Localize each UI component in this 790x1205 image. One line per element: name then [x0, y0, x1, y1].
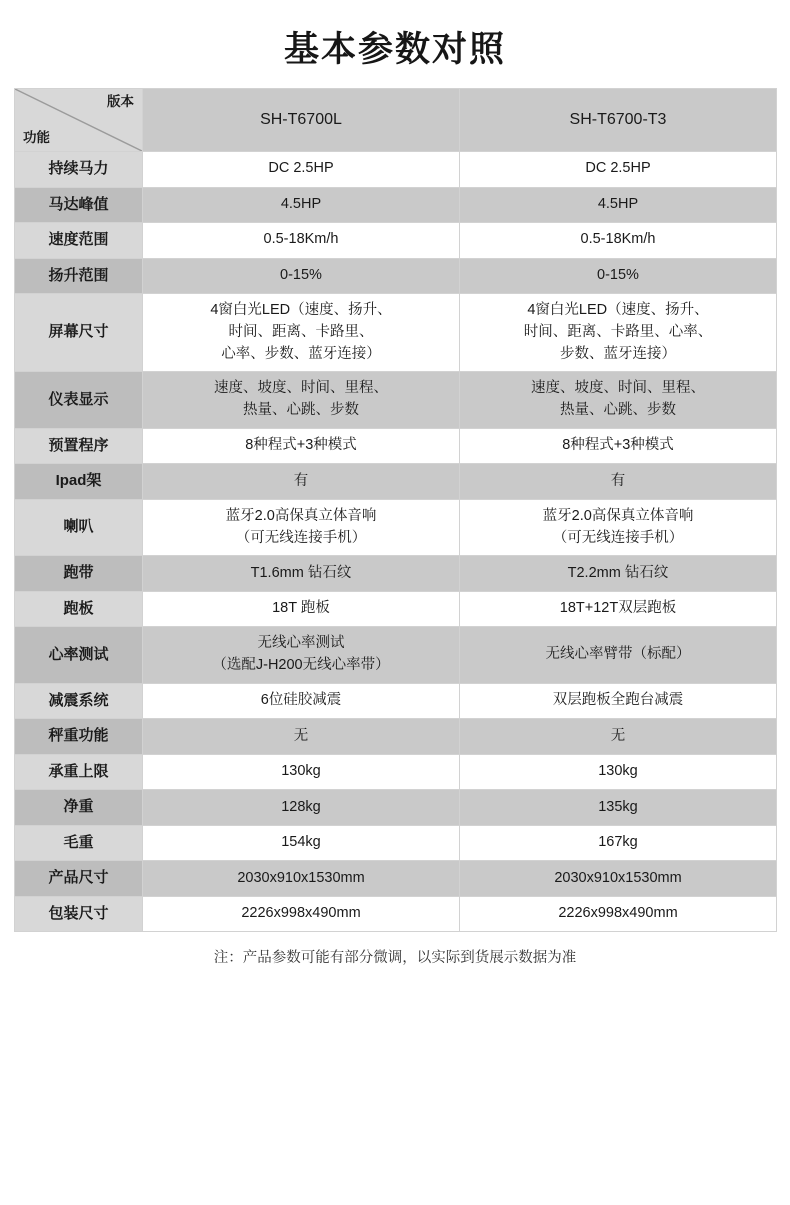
value-cell-a: [143, 258, 460, 294]
value-cell-a: [143, 627, 460, 684]
value-line: 4窗白光LED（速度、扬升、: [527, 302, 709, 318]
spec-table-body: [15, 89, 777, 932]
table-row: [15, 719, 777, 755]
value-cell-a: [143, 556, 460, 592]
value-cell-a: [143, 428, 460, 464]
value-line: T2.2mm 钻石纹: [567, 564, 669, 581]
table-row: [15, 294, 777, 372]
value-line: 18T+12T双层跑板: [559, 600, 677, 617]
feature-cell: 秤重功能: [15, 719, 143, 755]
feature-cell: 速度范围: [15, 223, 143, 259]
table-row: [15, 258, 777, 294]
table-row: [15, 790, 777, 826]
value-cell-a: [143, 152, 460, 188]
value-cell-b: [460, 428, 777, 464]
value-cell-a: [143, 591, 460, 627]
value-cell-b: [460, 790, 777, 826]
value-cell-a: [143, 825, 460, 861]
value-line: 心率、步数、蓝牙连接）: [221, 345, 381, 362]
value-line: 4.5HP: [597, 195, 639, 212]
value-cell-b: [460, 152, 777, 188]
value-line: 速度、坡度、时间、里程、: [531, 380, 705, 397]
header-corner-cell: [15, 89, 143, 152]
value-line: 18T 跑板: [272, 600, 330, 617]
table-row: [15, 591, 777, 627]
value-line: 蓝牙2.0高保真立体音响: [542, 507, 694, 524]
value-line: 8种程式+3种模式: [562, 437, 674, 454]
value-line: 无: [293, 727, 309, 744]
value-line: 154kg: [281, 834, 321, 851]
value-line: （选配J-H200无线心率带）: [212, 657, 390, 673]
value-cell-a: [143, 294, 460, 372]
feature-cell: 扬升范围: [15, 258, 143, 294]
feature-cell: 预置程序: [15, 428, 143, 464]
spec-table: [14, 88, 777, 932]
value-cell-b: [460, 825, 777, 861]
feature-cell: 跑板: [15, 591, 143, 627]
value-line: 130kg: [598, 763, 638, 780]
value-line: 130kg: [281, 763, 321, 780]
value-line: （可无线连接手机）: [235, 529, 367, 546]
value-cell-b: [460, 223, 777, 259]
value-line: 2226x998x490mm: [241, 905, 361, 922]
value-line: 0.5-18Km/h: [263, 231, 339, 248]
page-title: 基本参数对照: [283, 30, 506, 69]
value-line: DC 2.5HP: [268, 160, 334, 177]
value-cell-b: [460, 556, 777, 592]
value-line: 135kg: [598, 798, 638, 815]
value-cell-b: [460, 719, 777, 755]
table-row: [15, 896, 777, 932]
value-line: 2030x910x1530mm: [237, 869, 365, 886]
value-line: 2226x998x490mm: [558, 905, 678, 922]
feature-cell: 屏幕尺寸: [15, 294, 143, 372]
value-cell-b: [460, 499, 777, 556]
value-cell-b: [460, 896, 777, 932]
value-cell-b: [460, 258, 777, 294]
table-row: [15, 428, 777, 464]
value-line: 无: [610, 727, 626, 744]
value-cell-b: [460, 464, 777, 500]
value-cell-b: [460, 861, 777, 897]
value-cell-b: [460, 754, 777, 790]
value-line: 时间、距离、卡路里、: [228, 323, 374, 340]
value-cell-a: [143, 861, 460, 897]
value-line: 0-15%: [280, 266, 322, 283]
value-line: 热量、心跳、步数: [243, 402, 359, 418]
value-line: T1.6mm 钻石纹: [250, 564, 352, 581]
value-line: 6位硅胶减震: [260, 692, 342, 709]
table-row: [15, 861, 777, 897]
header-model-a: SH-T6700L: [143, 89, 460, 152]
feature-cell: 减震系统: [15, 683, 143, 719]
feature-cell: 净重: [15, 790, 143, 826]
header-function-label: 功能: [23, 129, 50, 145]
value-line: 4窗白光LED（速度、扬升、: [210, 302, 392, 318]
value-cell-b: [460, 372, 777, 429]
value-line: 0.5-18Km/h: [580, 231, 656, 248]
value-line: DC 2.5HP: [585, 160, 651, 177]
value-line: 有: [293, 472, 309, 489]
feature-cell: 产品尺寸: [15, 861, 143, 897]
value-cell-b: [460, 627, 777, 684]
feature-cell: 心率测试: [15, 627, 143, 684]
value-line: 双层跑板全跑台减震: [552, 692, 684, 709]
value-line: 0-15%: [597, 266, 639, 283]
table-row: [15, 499, 777, 556]
value-cell-a: [143, 187, 460, 223]
table-row: [15, 627, 777, 684]
value-cell-b: [460, 591, 777, 627]
value-cell-b: [460, 683, 777, 719]
value-cell-a: [143, 754, 460, 790]
table-row: [15, 683, 777, 719]
table-row: [15, 754, 777, 790]
value-cell-b: [460, 294, 777, 372]
table-row: [15, 464, 777, 500]
value-line: 蓝牙2.0高保真立体音响: [225, 507, 377, 524]
value-line: 有: [610, 472, 626, 489]
feature-cell: Ipad架: [15, 464, 143, 500]
value-line: 速度、坡度、时间、里程、: [214, 380, 388, 397]
value-cell-a: [143, 499, 460, 556]
header-version-label: 版本: [107, 94, 134, 109]
value-line: 8种程式+3种模式: [245, 437, 357, 454]
value-cell-b: [460, 187, 777, 223]
value-line: 4.5HP: [280, 195, 322, 212]
value-cell-a: [143, 719, 460, 755]
feature-cell: 包装尺寸: [15, 896, 143, 932]
table-row: [15, 556, 777, 592]
value-line: 无线心率测试: [257, 635, 345, 652]
value-line: 167kg: [598, 834, 638, 851]
feature-cell: 跑带: [15, 556, 143, 592]
feature-cell: 承重上限: [15, 754, 143, 790]
table-row: [15, 825, 777, 861]
feature-cell: 仪表显示: [15, 372, 143, 429]
table-row: [15, 152, 777, 188]
table-row: [15, 223, 777, 259]
feature-cell: 喇叭: [15, 499, 143, 556]
table-row: [15, 187, 777, 223]
value-cell-a: [143, 790, 460, 826]
value-cell-a: [143, 464, 460, 500]
table-row: [15, 372, 777, 429]
header-model-b: SH-T6700-T3: [460, 89, 777, 152]
value-line: 时间、距离、卡路里、心率、: [523, 323, 713, 340]
value-cell-a: [143, 372, 460, 429]
value-line: 步数、蓝牙连接）: [560, 345, 676, 362]
value-line: 无线心率臂带（标配）: [545, 646, 691, 663]
value-cell-a: [143, 223, 460, 259]
value-line: 2030x910x1530mm: [554, 869, 682, 886]
value-line: （可无线连接手机）: [552, 529, 684, 546]
feature-cell: 马达峰值: [15, 187, 143, 223]
table-header-row: [15, 89, 777, 152]
footnote: 注：产品参数可能有部分微调，以实际到货展示数据为准: [213, 950, 577, 967]
value-line: 热量、心跳、步数: [560, 402, 676, 418]
value-line: 128kg: [281, 798, 321, 815]
feature-cell: 持续马力: [15, 152, 143, 188]
value-cell-a: [143, 896, 460, 932]
feature-cell: 毛重: [15, 825, 143, 861]
value-cell-a: [143, 683, 460, 719]
